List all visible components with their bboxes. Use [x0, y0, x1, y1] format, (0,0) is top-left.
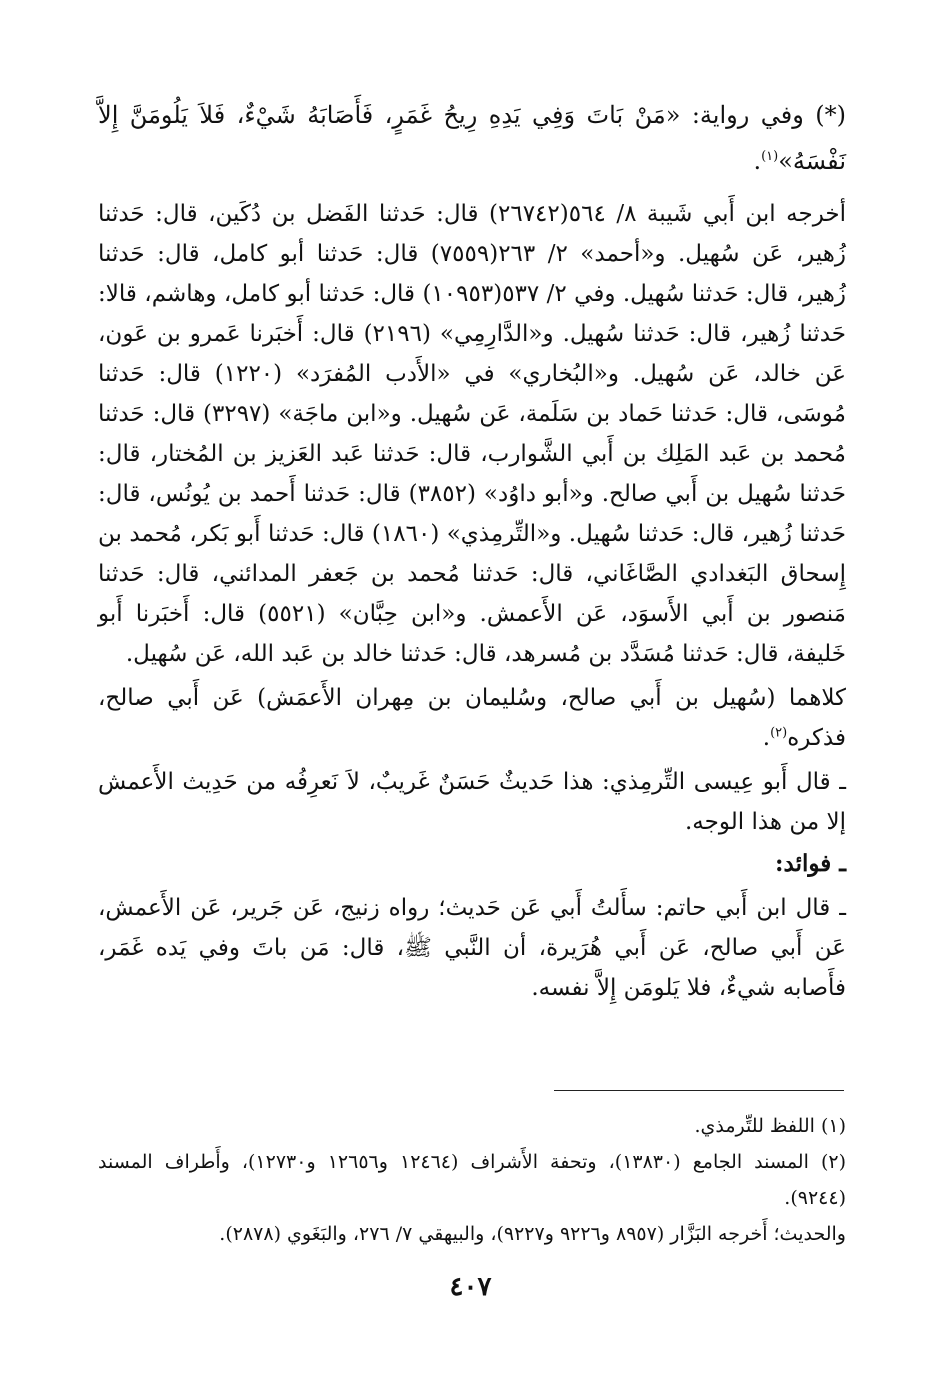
hadith-paragraph: [98, 92, 846, 184]
both-end: .: [762, 725, 771, 751]
main-text: [98, 92, 846, 1008]
takhrij-paragraph: أخرجه ابن أَبي شَيبة ٨/ ٥٦٤(٢٦٧٤٢) قال: حَدثنا الفَضل بن دُكَين، قال: حَدثنا زُهير، عَن سُهيل. و«أحمد» ٢/ ٢٦٣(٧٥٥٩) قال: حَدثنا أبو كامل، قال: حَدثنا زُهير، قال: حَدثنا سُهيل. وفي ٢/ ٥٣٧(١٠٩٥٣) قال: حَدثنا أبو كامل، وهاشم، قالا: حَدثنا زُهير، قال: حَدثنا سُهيل. و«الدَّارِمِي» (٢١٩٦) قال: أَخبَرنا عَمرو بن عَون، عَن خالد، عَن سُهيل. و«البُخاري» في «الأَدب المُفرَد» (١٢٢٠) قال: حَدثنا مُوسَى، قال: حَدثنا حَماد بن سَلَمة، عَن سُهيل. و«ابن ماجَة» (٣٢٩٧) قال: حَدثنا مُحمد بن عَبد المَلِك بن أَبي الشَّوارب، قال: حَدثنا عَبد العَزيز بن المُختار، قال: حَدثنا سُهيل بن أَبي صالح. و«أبو داوُد» (٣٨٥٢) قال: حَدثنا أَحمد بن يُونُس، قال: حَدثنا زُهير، قال: حَدثنا سُهيل. و«التِّرمِذي» (١٨٦٠) قال: حَدثنا أَبو بَكر، مُحمد بن إِسحاق البَغدادي الصَّاغَاني، قال: حَدثنا مُحمد بن جَعفر المدائني، قال: حَدثنا مَنصور بن أَبي الأَسوَد، عَن الأَعمش. و«ابن حِبَّان» (٥٥٢١) قال: أَخبَرنا أَبو خَليفة، قال: حَدثنا مُسَدَّد بن مُسرهد، قال: حَدثنا خالد بن عَبد الله، عَن سُهيل.: [98, 201, 847, 667]
footnote-ref-2: (٢): [770, 725, 788, 741]
hadith-text: (*) وفي رواية: «مَنْ بَاتَ وَفِي يَدِهِ رِيحُ غَمَرٍ، فَأَصَابَهُ شَيْءٌ، فَلاَ يَلُومَنَّ إِلاَّ نَفْسَهُ»: [98, 101, 846, 175]
fawaid-heading: ـ فوائد:: [775, 850, 846, 877]
page-number: ٤٠٧: [449, 1272, 492, 1302]
footnote-3: والحديث؛ أَخرجه البَزَّار (٨٩٥٧ و٩٢٢٦ و٩٢٢٧)، والبيهقي ٧/ ٢٧٦، والبَغَوي (٢٨٧٨).: [219, 1223, 846, 1245]
both-paragraph: [98, 678, 846, 758]
hadith-end: .: [753, 147, 762, 175]
tirmidhi-paragraph: ـ قال أَبو عِيسى التِّرمِذي: هذا حَديثٌ حَسَنٌ غَريبٌ، لاَ نَعرِفُه من حَدِيث الأَعمش إلا من هذا الوجه.: [98, 769, 846, 835]
both-text: كلاهما (سُهيل بن أَبي صالح، وسُليمان بن مِهران الأَعمَش) عَن أَبي صالح، فذكره: [98, 685, 846, 751]
footnote-1: (١) اللفظ للتِّرمذي.: [694, 1115, 846, 1137]
footnotes: [98, 1108, 846, 1252]
footnote-2: (٢) المسند الجامع (١٣٨٣٠)، وتحفة الأَشراف (١٢٤٦٤ و١٢٦٥٦ و١٢٧٣٠)، وأَطراف المسند (٩٢٤٤).: [98, 1151, 846, 1209]
footnote-ref-1: (١): [761, 149, 779, 164]
footnote-separator: [554, 1090, 844, 1091]
fawaid-paragraph: ـ قال ابن أَبي حاتم: سأَلتُ أَبي عَن حَديث؛ رواه زنيج، عَن جَرير، عَن الأَعمش، عَن أَبي صالح، عَن أَبي هُرَيرة، أن النَّبي ﷺ، قال: مَن باتَ وفي يَده غَمَر، فأَصابه شيءٌ، فلا يَلومَن إِلاَّ نفسه.: [98, 895, 846, 1001]
